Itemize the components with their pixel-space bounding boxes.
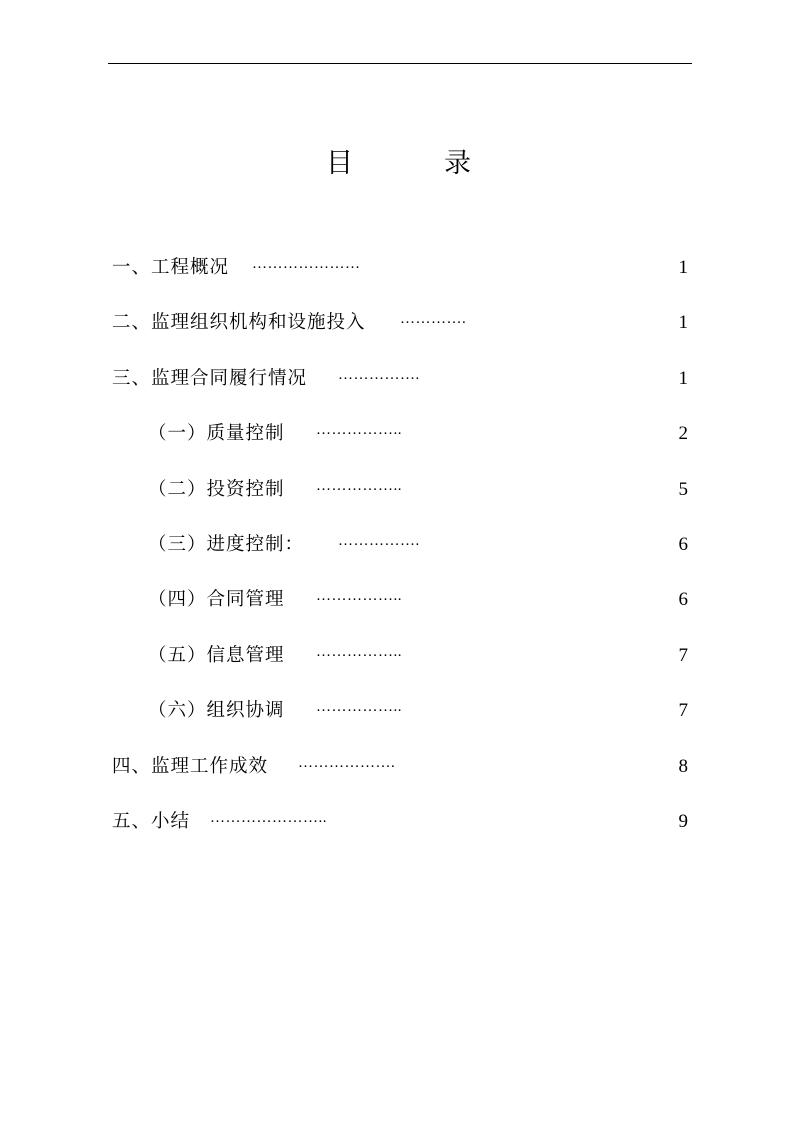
toc-entry[interactable] [0, 752, 794, 782]
toc-leader-dots: …………. [400, 311, 467, 327]
toc-page-number: 7 [678, 645, 688, 666]
toc-entry[interactable] [0, 530, 794, 560]
toc-entry[interactable] [0, 696, 794, 726]
toc-leader-dots: ……………. [338, 533, 420, 549]
toc-entry-label: 一、工程概况 [112, 257, 230, 278]
toc-entry-label: （二）投资控制 [148, 479, 285, 500]
toc-leader-dots: …………….. [316, 699, 402, 715]
toc-page-number: 1 [678, 312, 688, 333]
toc-entry[interactable] [0, 807, 794, 837]
toc-page-number: 2 [678, 423, 688, 444]
toc-entry-label: （五）信息管理 [148, 645, 285, 666]
toc-entry-label: （一）质量控制 [148, 423, 285, 444]
toc-entry[interactable] [0, 308, 794, 338]
toc-page-number: 1 [678, 257, 688, 278]
toc-entry[interactable] [0, 475, 794, 505]
toc-leader-dots: ……………. [338, 367, 420, 383]
toc-entry-label: （四）合同管理 [148, 589, 285, 610]
toc-entry[interactable] [0, 585, 794, 615]
title-char-2: 录 [444, 148, 471, 179]
toc-leader-dots: ………………. [298, 755, 396, 771]
toc-page-number: 8 [678, 756, 688, 777]
toc-entry-label: 二、监理组织机构和设施投入 [112, 312, 366, 333]
toc-leader-dots: …………….. [316, 644, 402, 660]
toc-entry[interactable] [0, 364, 794, 394]
title-char-1: 目 [326, 148, 353, 179]
toc-entry[interactable] [0, 253, 794, 283]
toc-page-number: 7 [678, 700, 688, 721]
toc-page-number: 1 [678, 368, 688, 389]
toc-entry-label: 三、监理合同履行情况 [112, 368, 308, 389]
toc-entry-label: 四、监理工作成效 [112, 756, 269, 777]
toc-page-number: 5 [678, 479, 688, 500]
toc-page-number: 6 [678, 534, 688, 555]
toc-page-number: 9 [678, 811, 688, 832]
toc-leader-dots: …………….. [316, 588, 402, 604]
toc-entry[interactable] [0, 641, 794, 671]
toc-entry-label: （三）进度控制： [148, 534, 305, 555]
toc-entry[interactable] [0, 419, 794, 449]
toc-leader-dots: ………………… [252, 256, 361, 272]
toc-leader-dots: …………….. [316, 478, 402, 494]
toc-entry-label: 五、小结 [112, 811, 191, 832]
toc-entry-label: （六）组织协调 [148, 700, 285, 721]
toc-page-number: 6 [678, 589, 688, 610]
toc-leader-dots: ………………….. [210, 810, 327, 826]
toc-leader-dots: …………….. [316, 422, 402, 438]
